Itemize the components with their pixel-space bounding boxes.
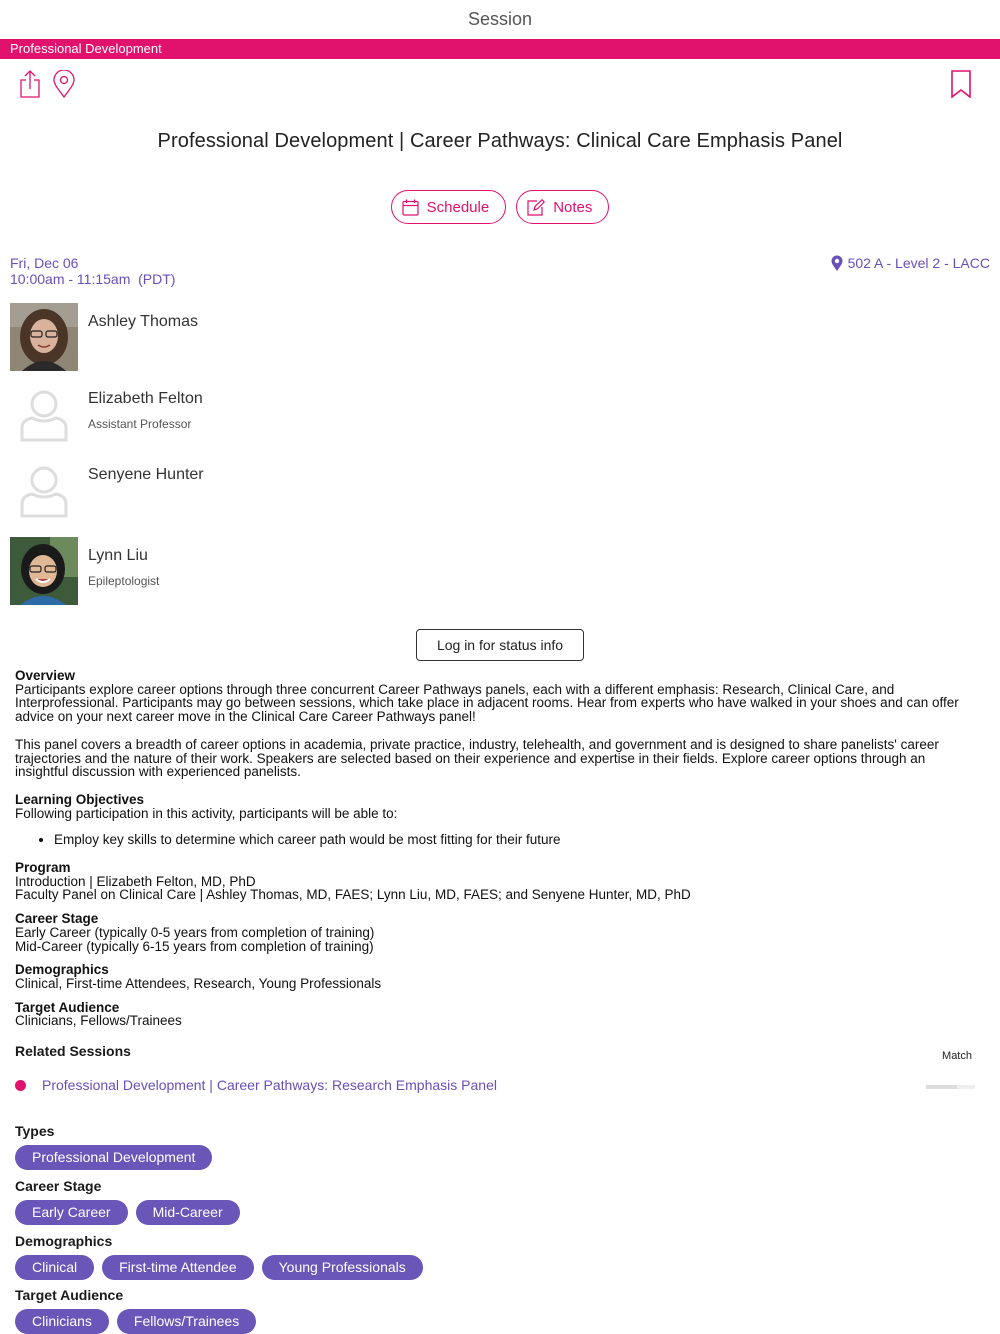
career-stage-heading: Career Stage [15,911,99,927]
nav-bar [0,0,1000,39]
overview-paragraph: Participants explore career options through three concurrent Career Pathways panels, each with a different emphasis: Research, Clinical Care, and Interprofessional. Participants may go between sessions, which take place in adjacent rooms. Hear from experts who have walked in your shoes and can offer advice on your next career move in the Clinical Care Career Pathways panel! [15,681,959,725]
session-when [0,255,1000,301]
program-line: Faculty Panel on Clinical Care | Ashley Thomas, MD, FAES; Lynn Liu, MD, FAES; and Senyene Hunter, MD, PhD [15,887,691,903]
tag-first-time-attendee[interactable]: First-time Attendee [102,1255,254,1280]
speaker-name: Senyene Hunter [88,466,204,483]
tag-mid-career[interactable]: Mid-Career [136,1200,240,1225]
bookmark-icon[interactable] [946,69,976,99]
track-bar: Professional Development [0,39,1000,59]
match-meter-fill [926,1085,957,1089]
demographics-tags [15,1255,423,1280]
speaker-name: Elizabeth Felton [88,390,203,407]
related-session-link[interactable]: Professional Development | Career Pathways: Research Emphasis Panel [42,1077,497,1093]
tag-professional-development[interactable]: Professional Development [15,1145,212,1170]
related-sessions-heading: Related Sessions [15,1043,131,1059]
demographics-line: Clinical, First-time Attendees, Research, Young Professionals [15,975,382,991]
person-placeholder-icon [10,380,78,448]
objectives-heading: Learning Objectives [15,791,145,807]
speaker-role: Assistant Professor [88,417,192,431]
action-row [0,59,1000,109]
location-pin-icon [831,255,843,271]
target-audience-line: Clinicians, Fellows/Trainees [15,1013,182,1029]
tag-early-career[interactable]: Early Career [15,1200,128,1225]
objectives-intro: Following participation in this activity, participants will be able to: [15,805,398,821]
program-heading: Program [15,860,71,876]
speaker-role: Epileptologist [88,574,160,588]
match-heading: Match [942,1050,972,1062]
related-sessions [15,1043,985,1093]
location-label: 502 A - Level 2 - LACC [847,255,990,271]
overview-paragraph: This panel covers a breadth of career options in academia, private practice, industry, telehealth, and government and is designed to share panelists' career trajectories and the nature of their work. Speakers are selected based on their experience and expertise in their fields. Explore career options through an insightful discussion with experienced panelists. [15,736,939,780]
match-meter [926,1085,975,1089]
career-stage-tags-heading: Career Stage [15,1178,102,1194]
speaker-name: Lynn Liu [88,547,148,564]
speaker-name: Ashley Thomas [88,313,198,330]
speaker-item[interactable] [10,380,410,450]
person-placeholder-icon [10,456,78,524]
session-actions [0,190,1000,224]
login-status-button[interactable]: Log in for status info [416,629,584,661]
speaker-photo [10,303,78,371]
session-date: Fri, Dec 06 [10,255,79,271]
schedule-label: Schedule [426,198,490,216]
related-session-item[interactable] [15,1076,985,1096]
notes-button[interactable] [516,190,609,224]
session-title: Professional Development | Career Pathways: Clinical Care Emphasis Panel [157,130,843,152]
schedule-button[interactable] [391,190,507,224]
demographics-heading: Demographics [15,962,109,978]
types-heading: Types [15,1123,55,1139]
share-icon[interactable] [15,69,45,99]
speaker-item[interactable] [10,456,410,526]
program-line: Introduction | Elizabeth Felton, MD, PhD [15,873,256,889]
target-audience-tags [15,1309,256,1334]
speaker-item[interactable] [10,303,410,373]
objectives-list [54,833,975,847]
tag-clinical[interactable]: Clinical [15,1255,94,1280]
career-stage-line: Mid-Career (typically 6-15 years from completion of training) [15,938,374,954]
overview-heading: Overview [15,668,76,683]
notes-label: Notes [553,198,593,216]
career-stage-line: Early Career (typically 0-5 years from completion of training) [15,924,375,940]
tag-clinicians[interactable]: Clinicians [15,1309,109,1334]
career-stage-tags [15,1200,240,1225]
tag-young-professionals[interactable]: Young Professionals [262,1255,423,1280]
track-color-dot [15,1080,26,1091]
session-time: 10:00am - 11:15am (PDT) [10,271,176,287]
session-location[interactable] [831,255,990,271]
calendar-icon [402,199,419,216]
tag-fellows-trainees[interactable]: Fellows/Trainees [117,1309,256,1334]
objective-item: • Employ key skills to determine which career path would be most fitting for their future [54,833,975,847]
nav-title: Session [467,9,533,29]
target-audience-heading: Target Audience [15,999,120,1015]
session-description [15,669,975,1028]
demographics-tags-heading: Demographics [15,1233,113,1249]
speaker-item[interactable] [10,537,410,607]
edit-note-icon [527,199,545,216]
types-tags [15,1145,212,1170]
speaker-photo [10,537,78,605]
map-pin-icon[interactable] [49,69,79,99]
target-audience-tags-heading: Target Audience [15,1287,124,1303]
